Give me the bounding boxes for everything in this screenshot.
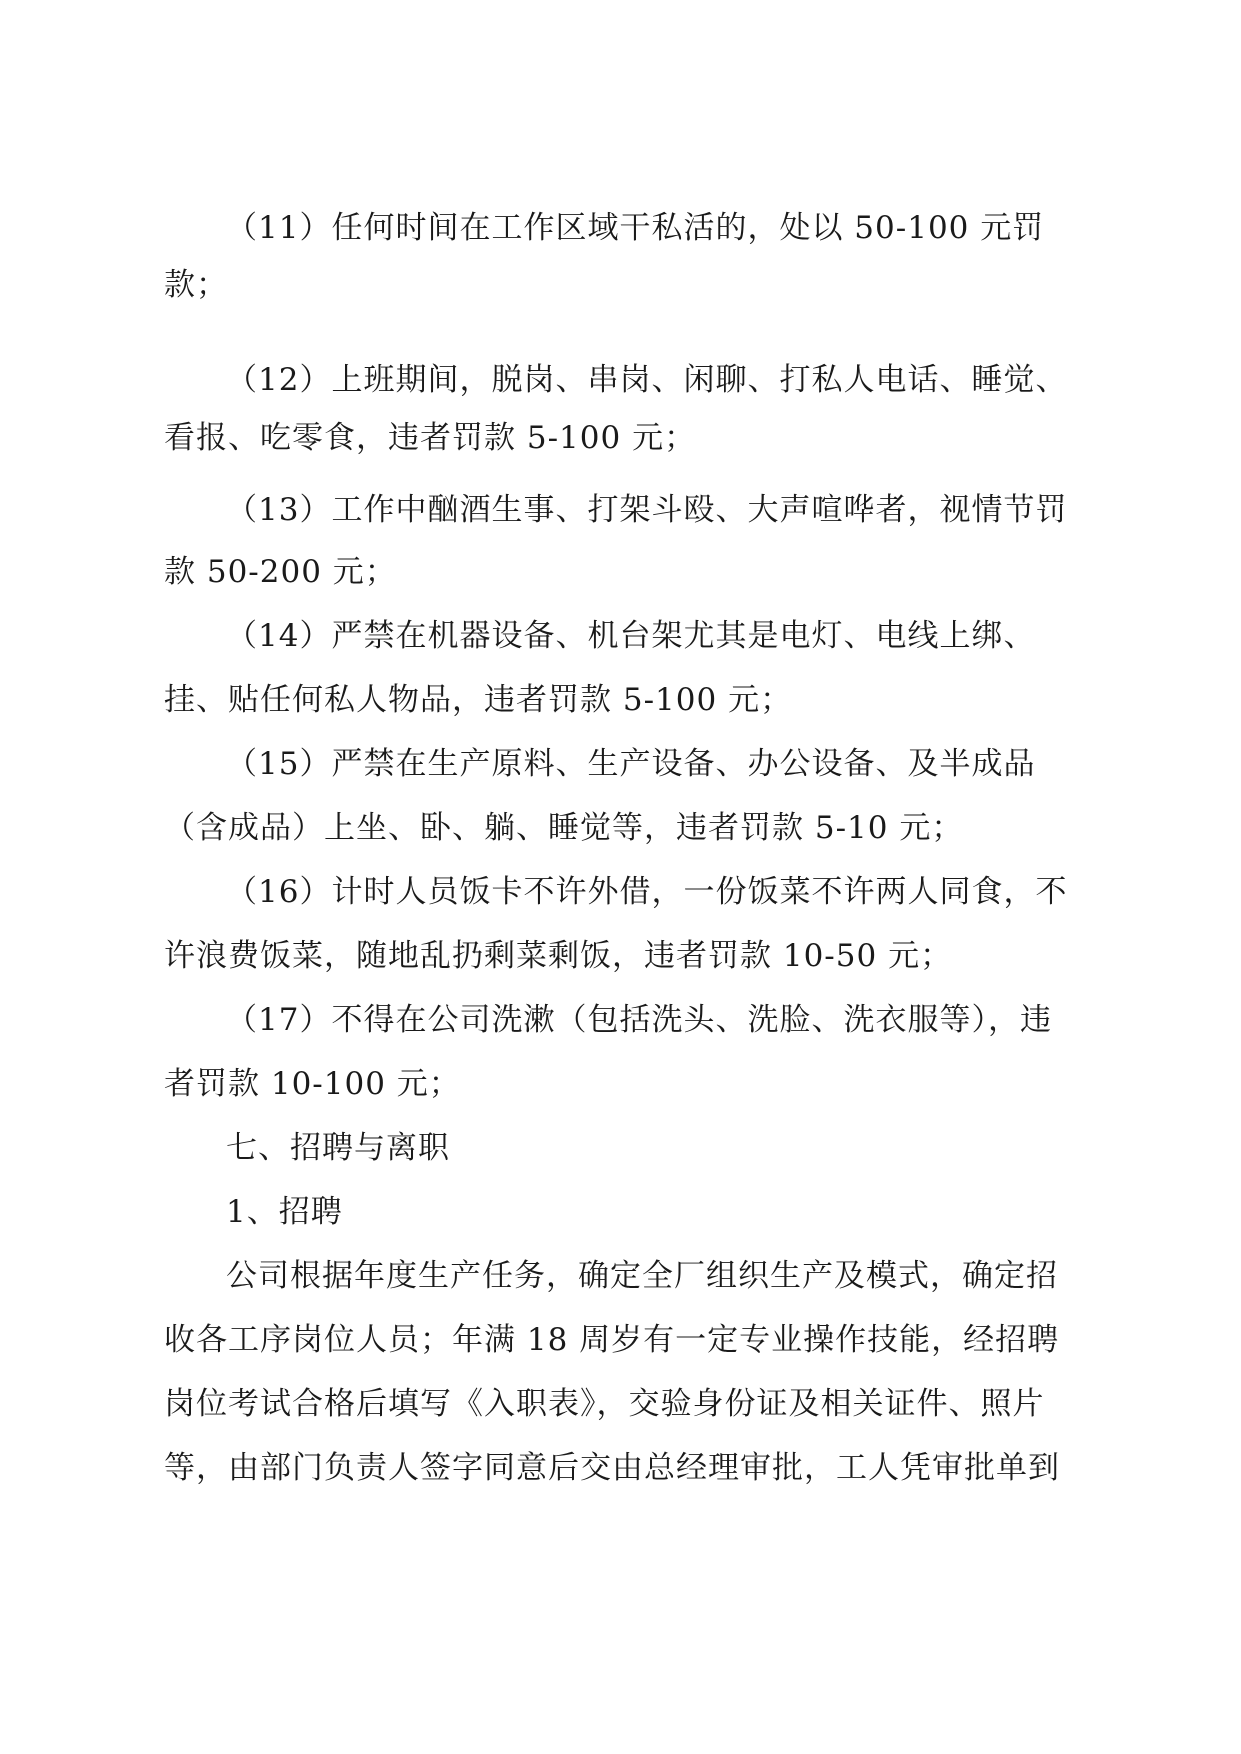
text-line-3: （12）上班期间，脱岗、串岗、闲聊、打私人电话、睡觉、 [226, 362, 1068, 398]
text-line-17: 公司根据年度生产任务，确定全厂组织生产及模式，确定招 [226, 1258, 1058, 1294]
text-line-18: 收各工序岗位人员；年满 18 周岁有一定专业操作技能，经招聘 [164, 1322, 1060, 1358]
text-line-13: （17）不得在公司洗漱（包括洗头、洗脸、洗衣服等），违 [226, 1002, 1052, 1038]
text-line-19: 岗位考试合格后填写《入职表》，交验身份证及相关证件、照片 [164, 1386, 1045, 1422]
text-line-5: （13）工作中酗酒生事、打架斗殴、大声喧哗者，视情节罚 [226, 492, 1068, 528]
text-line-8: 挂、贴任何私人物品，违者罚款 5-100 元； [164, 682, 793, 718]
text-line-14: 者罚款 10-100 元； [164, 1066, 461, 1102]
text-line-6: 款 50-200 元； [164, 554, 397, 590]
text-line-11: （16）计时人员饭卡不许外借，一份饭菜不许两人同食，不 [226, 874, 1068, 910]
subsection-heading: 1、招聘 [226, 1194, 343, 1230]
text-line-20: 等，由部门负责人签字同意后交由总经理审批，工人凭审批单到 [164, 1450, 1060, 1486]
text-line-1: （11）任何时间在工作区域干私活的，处以 50-100 元罚 [226, 210, 1045, 246]
text-line-10: （含成品）上坐、卧、躺、睡觉等，违者罚款 5-10 元； [164, 810, 964, 846]
section-heading: 七、招聘与离职 [226, 1130, 450, 1166]
text-line-7: （14）严禁在机器设备、机台架尤其是电灯、电线上绑、 [226, 618, 1036, 654]
text-line-2: 款； [164, 267, 228, 303]
text-line-4: 看报、吃零食，违者罚款 5-100 元； [164, 420, 697, 456]
text-line-9: （15）严禁在生产原料、生产设备、办公设备、及半成品 [226, 746, 1036, 782]
text-line-12: 许浪费饭菜，随地乱扔剩菜剩饭，违者罚款 10-50 元； [164, 938, 953, 974]
